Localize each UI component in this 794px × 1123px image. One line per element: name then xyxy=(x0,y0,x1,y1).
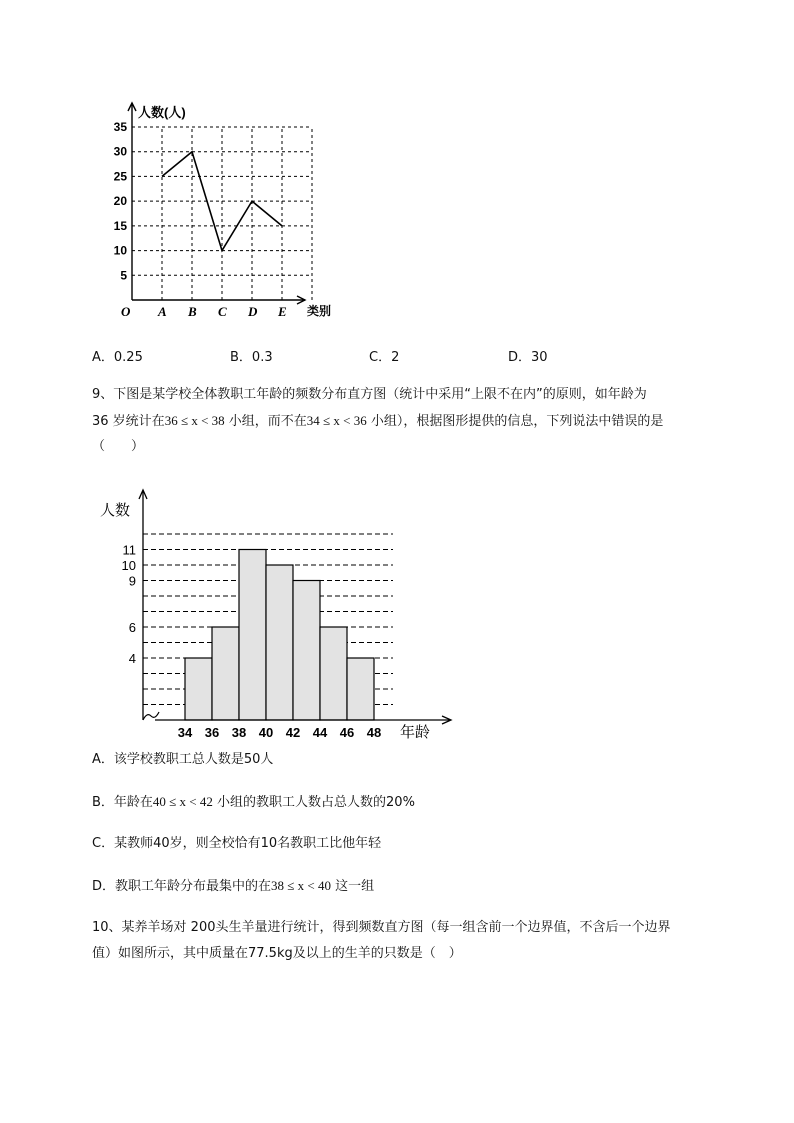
q10-stem-line-2: 值）如图所示，其中质量在77.5kg及以上的生羊的只数是（ ） xyxy=(92,946,462,961)
histogram-bar xyxy=(239,550,266,721)
histogram-y-label: 人数 xyxy=(100,502,131,519)
q10-stem-line-1: 10、某养羊场对 200头生羊量进行统计，得到频数直方图（每一组含前一个边界值，不含后一个边界 xyxy=(92,920,671,935)
q9-option-c[interactable]: C．某教师40岁，则全校恰有10名教职工比他年轻 xyxy=(92,836,382,851)
line-chart-axes xyxy=(128,103,305,304)
y-tick-label: 5 xyxy=(120,268,127,283)
q9-stem-text: 小组），根据图形提供的信息，下列说法中错误的是 xyxy=(366,414,664,429)
q9-stem-text: 36 岁统计在 xyxy=(92,414,165,429)
x-tick-label: 40 xyxy=(258,725,274,740)
q9-stem-line-2 xyxy=(92,411,663,432)
line-chart-origin-label: O xyxy=(121,304,131,319)
q9-option-b-text: B．年龄在 xyxy=(92,795,153,810)
x-tick-label: D xyxy=(248,304,258,319)
y-tick-label: 35 xyxy=(113,120,127,134)
histogram-bar xyxy=(320,627,347,720)
q9-option-b-inequality: 40 ≤ x < 42 xyxy=(152,794,213,809)
histogram-chart xyxy=(95,485,465,750)
x-tick-label: B xyxy=(188,304,197,319)
x-tick-label: 34 xyxy=(177,725,193,740)
y-tick-label: 10 xyxy=(113,243,127,258)
line-chart-y-label: 人数(人) xyxy=(138,105,186,120)
y-tick-label: 4 xyxy=(128,651,136,666)
q9-option-d-text: 这一组 xyxy=(330,879,375,894)
x-tick-label: 44 xyxy=(312,725,328,740)
histogram-x-ticks xyxy=(178,725,381,740)
y-tick-label: 11 xyxy=(122,542,136,558)
q8-option-d[interactable]: D．30 xyxy=(508,350,548,365)
y-tick-label: 10 xyxy=(121,558,136,573)
x-tick-label: E xyxy=(278,304,287,319)
q8-option-c[interactable]: C．2 xyxy=(369,350,400,365)
y-tick-label: 15 xyxy=(113,218,127,233)
line-chart-x-ticks xyxy=(157,304,287,319)
line-chart-x-label: 类别 xyxy=(307,304,332,318)
line-chart xyxy=(100,95,350,325)
q9-option-d-text: D．教职工年龄分布最集中的在 xyxy=(92,879,272,894)
y-tick-label: 25 xyxy=(113,169,127,184)
q9-option-b[interactable] xyxy=(92,792,415,813)
q9-stem-text: 小组，而不在 xyxy=(224,414,307,429)
histogram-bar xyxy=(266,565,293,720)
y-tick-label: 30 xyxy=(113,144,127,159)
q9-answer-blank: （ ） xyxy=(92,439,145,454)
q8-option-a[interactable]: A．0.25 xyxy=(92,350,143,365)
x-tick-label: C xyxy=(218,304,227,319)
x-tick-label: 48 xyxy=(366,725,382,740)
q9-option-d-inequality: 38 ≤ x < 40 xyxy=(271,878,331,893)
q8-option-b[interactable]: B．0.3 xyxy=(230,350,273,365)
q9-option-d[interactable] xyxy=(92,876,374,897)
line-chart-grid xyxy=(132,127,312,300)
x-tick-label: 38 xyxy=(231,725,247,740)
histogram-bar xyxy=(293,581,320,721)
axis-break-mark xyxy=(143,712,159,720)
histogram-bar xyxy=(185,658,212,720)
histogram-y-ticks xyxy=(122,543,136,667)
x-tick-label: 46 xyxy=(339,725,355,740)
y-tick-label: 6 xyxy=(128,620,136,635)
q9-inequality-1: 36 ≤ x < 38 xyxy=(164,413,225,428)
line-chart-y-ticks xyxy=(114,120,128,282)
x-tick-label: 36 xyxy=(204,725,220,740)
q9-inequality-2: 34 ≤ x < 36 xyxy=(306,413,367,428)
x-tick-label: A xyxy=(158,304,167,319)
q9-stem-line-1: 9、下图是某学校全体教职工年龄的频数分布直方图（统计中采用“上限不在内”的原则，如年龄为 xyxy=(92,387,647,402)
q9-option-a[interactable]: A．该学校教职工总人数是50人 xyxy=(92,752,274,767)
y-tick-label: 9 xyxy=(128,573,136,589)
histogram-bar xyxy=(212,627,239,720)
q9-option-b-text: 小组的教职工人数占总人数的20% xyxy=(212,795,415,810)
histogram-bars xyxy=(185,550,374,721)
histogram-bar xyxy=(347,658,374,720)
histogram-x-label: 年龄 xyxy=(400,724,431,741)
y-tick-label: 20 xyxy=(113,194,127,209)
x-tick-label: 42 xyxy=(285,725,301,740)
